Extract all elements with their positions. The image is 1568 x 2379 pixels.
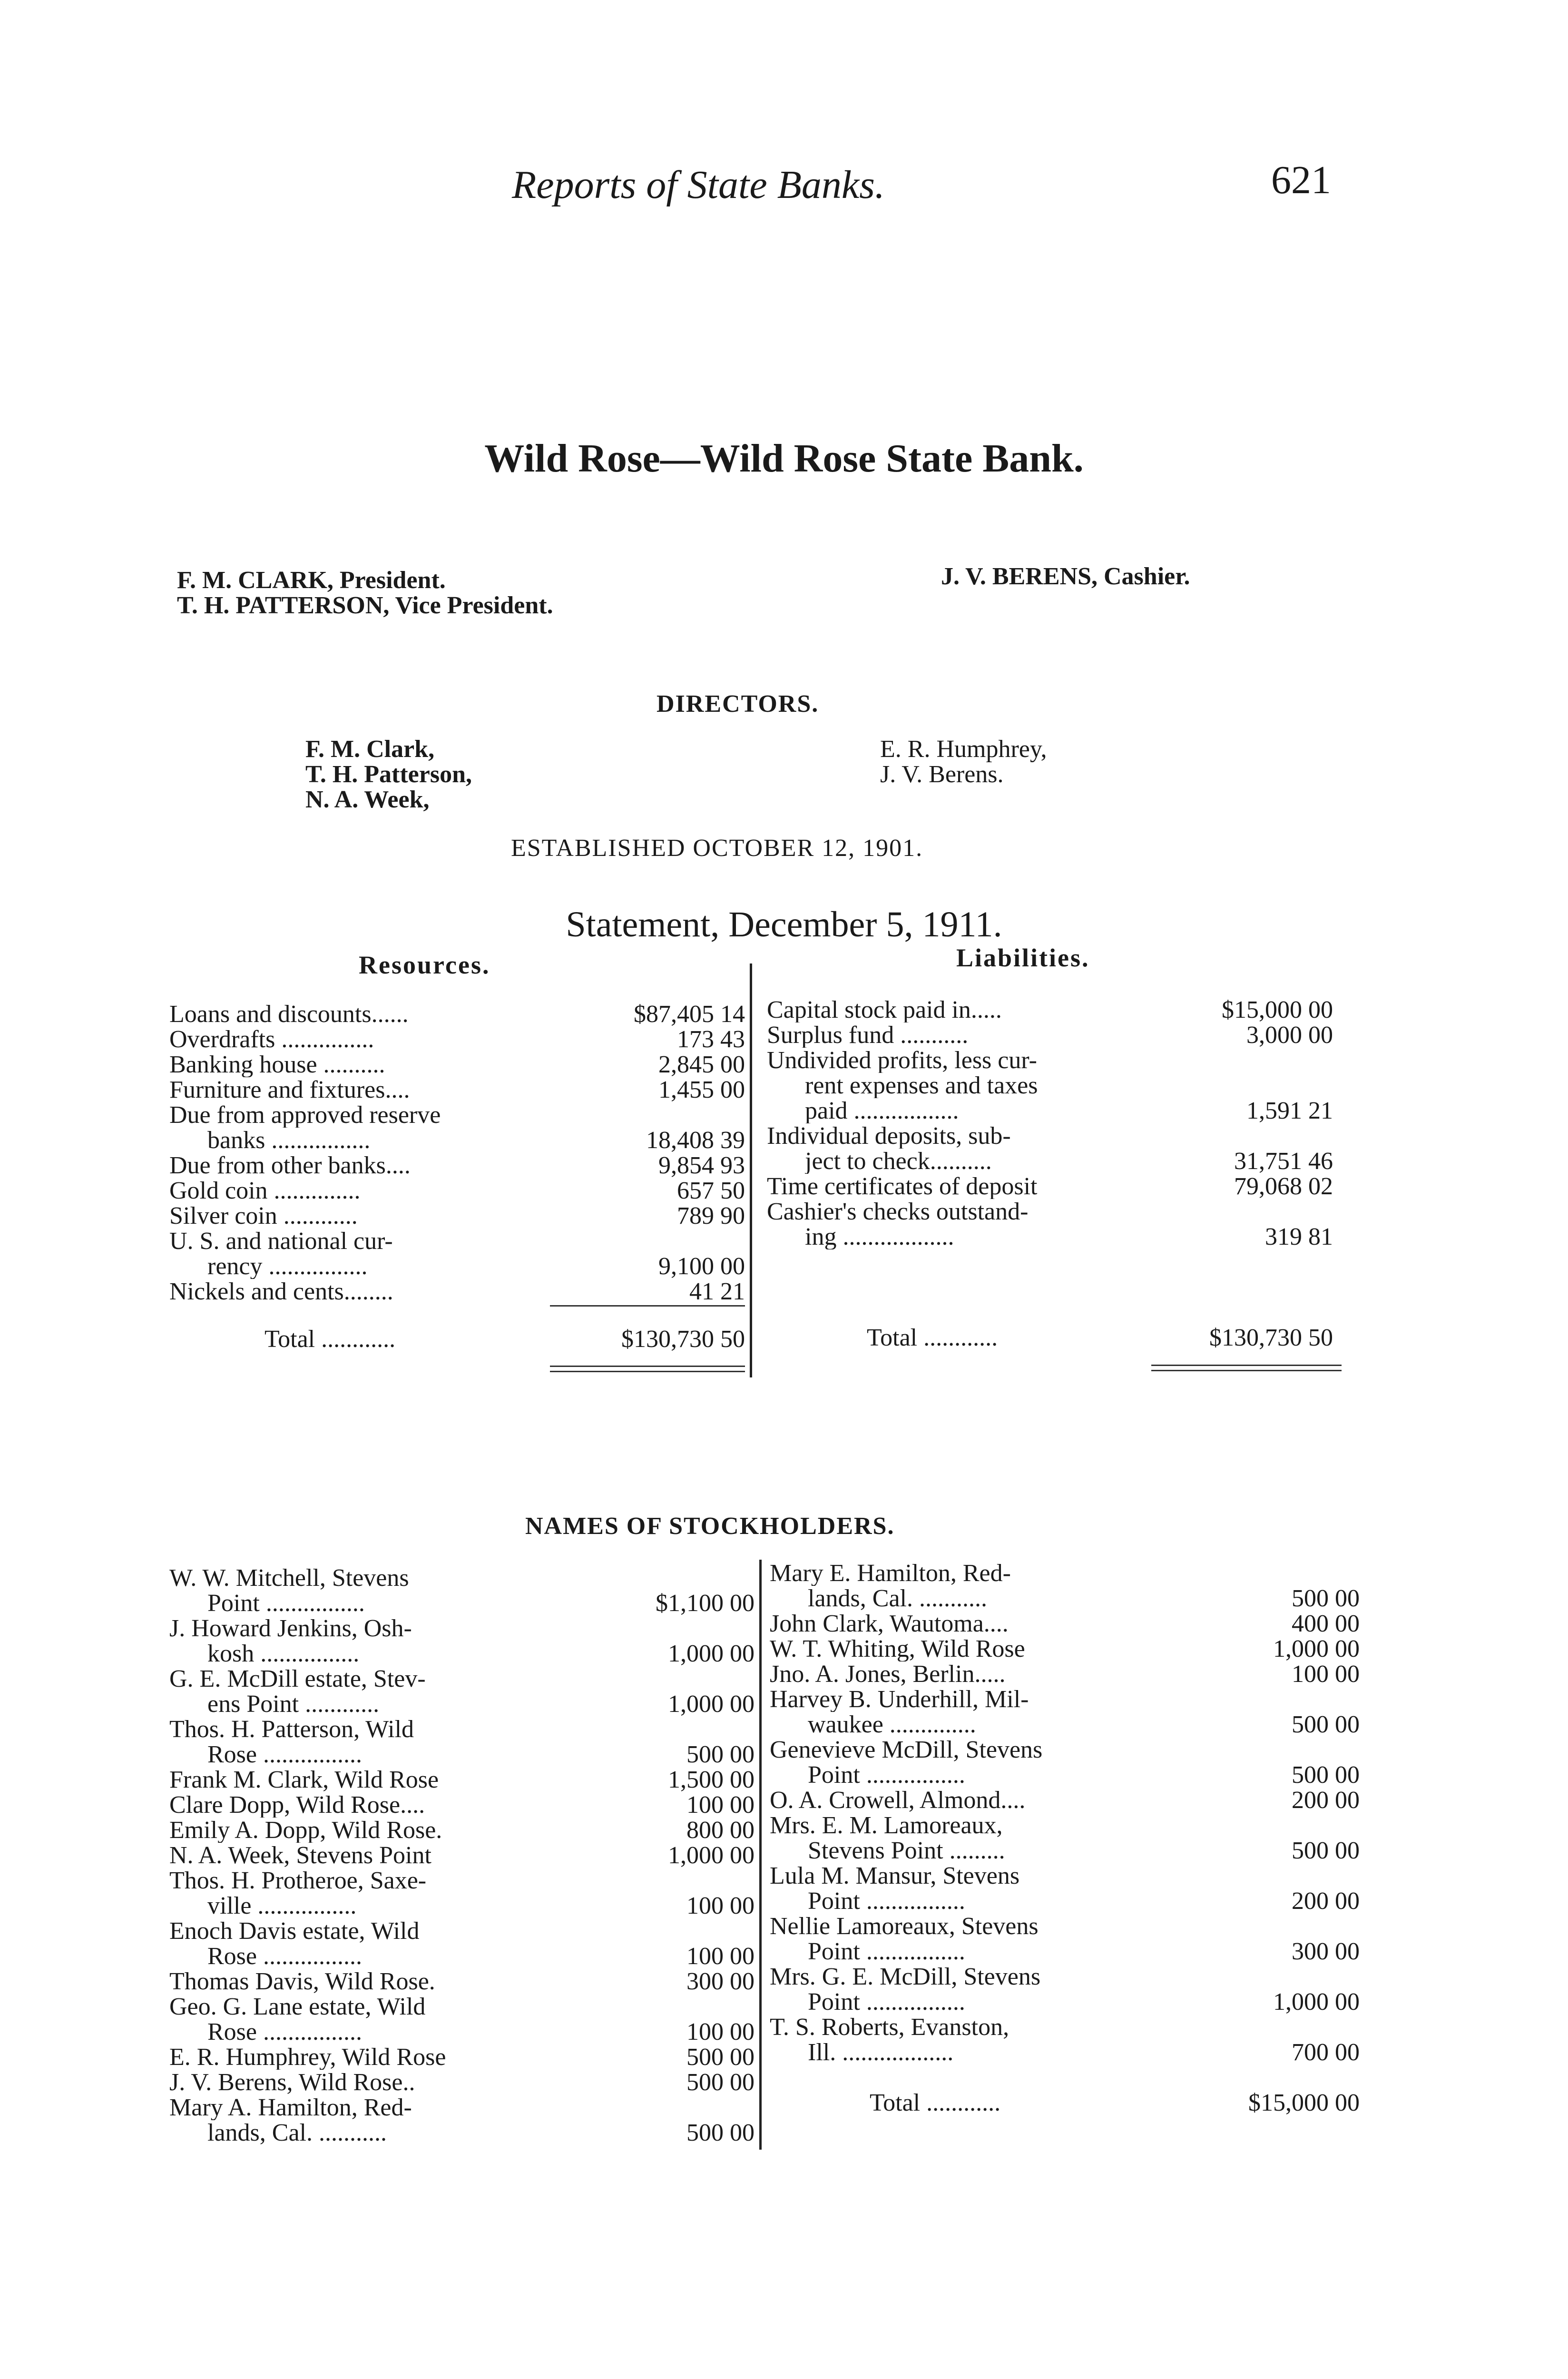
stockholder-row: Harvey B. Underhill, Mil- — [770, 1687, 1029, 1712]
stockholder-row: Mrs. E. M. Lamoreaux, — [770, 1813, 1003, 1838]
stockholder-row: T. S. Roberts, Evanston, — [770, 2015, 1009, 2040]
liability-row: Surplus fund ........... 3,000 00 — [767, 1022, 1333, 1049]
stockholder-row: waukee .............. 500 00 — [808, 1711, 1360, 1738]
director-right-2: J. V. Berens. — [880, 761, 1004, 788]
stockholder-row: Geo. G. Lane estate, Wild — [169, 1994, 426, 2019]
liability-row: Undivided profits, less cur- — [767, 1048, 1037, 1073]
stockholder-row: Point ................ 500 00 — [808, 1761, 1360, 1789]
stockholder-row: Thos. H. Protheroe, Saxe- — [169, 1868, 427, 1893]
liability-row: Individual deposits, sub- — [767, 1123, 1011, 1149]
resource-row: Loans and discounts...... $87,405 14 — [169, 1001, 745, 1028]
stockholders-total-label: Total ............ — [870, 2090, 1001, 2115]
stockholder-row: Enoch Davis estate, Wild — [169, 1918, 420, 1944]
vice-president-line: T. H. PATTERSON, Vice President. — [177, 592, 553, 619]
statement-title: Statement, December 5, 1911. — [566, 904, 1002, 944]
stockholder-row: Emily A. Dopp, Wild Rose. 800 00 — [169, 1817, 755, 1844]
stockholders-right-list — [770, 1561, 1360, 2065]
resource-row: Due from other banks.... 9,854 93 — [169, 1152, 745, 1179]
resources-total — [169, 1327, 755, 1352]
stockholder-row: Nellie Lamoreaux, Stevens — [770, 1914, 1039, 1939]
stockholder-row: kosh ................ 1,000 00 — [207, 1640, 755, 1667]
liability-row: ject to check.......... 31,751 46 — [805, 1148, 1333, 1175]
established-line: ESTABLISHED OCTOBER 12, 1901. — [511, 835, 923, 862]
resource-row: Overdrafts ............... 173 43 — [169, 1026, 745, 1053]
stockholder-row: lands, Cal. ........... 500 00 — [207, 2119, 755, 2146]
stockholders-total-amount: $15,000 00 — [1248, 2089, 1360, 2116]
resource-row: Silver coin ............ 789 90 — [169, 1202, 745, 1229]
director-left-3: N. A. Week, — [305, 786, 430, 813]
stockholder-row: Mary A. Hamilton, Red- — [169, 2095, 412, 2120]
stockholder-row: N. A. Week, Stevens Point 1,000 00 — [169, 1842, 755, 1869]
liabilities-total-amount: $130,730 50 — [1209, 1324, 1333, 1351]
liabilities-total-label: Total ............ — [867, 1325, 998, 1350]
liabilities-double-rule — [1151, 1365, 1342, 1371]
liability-row: ing .................. 319 81 — [805, 1223, 1333, 1250]
page-number: 621 — [1271, 158, 1331, 202]
stockholder-row: Point ................ 300 00 — [808, 1938, 1360, 1965]
resource-row: U. S. and national cur- — [169, 1229, 393, 1254]
resources-table — [169, 1002, 755, 1304]
stockholder-row: Mary E. Hamilton, Red- — [770, 1561, 1011, 1586]
stockholder-row: Point ................ $1,100 00 — [207, 1590, 755, 1617]
stockholder-row: ville ................ 100 00 — [207, 1892, 755, 1919]
resources-total-rule — [550, 1305, 745, 1307]
bank-title: Wild Rose—Wild Rose State Bank. — [484, 436, 1084, 481]
stockholder-row: W. T. Whiting, Wild Rose 1,000 00 — [770, 1635, 1360, 1662]
resource-row: Due from approved reserve — [169, 1102, 441, 1128]
stockholder-row: Clare Dopp, Wild Rose.... 100 00 — [169, 1791, 755, 1819]
stockholder-row: Ill. .................. 700 00 — [808, 2039, 1360, 2066]
running-title: Reports of State Banks. — [512, 163, 885, 207]
director-right-1: E. R. Humphrey, — [880, 736, 1047, 763]
liabilities-heading: Liabilities. — [956, 944, 1090, 972]
stockholder-row: Mrs. G. E. McDill, Stevens — [770, 1964, 1041, 1989]
stockholder-row: J. V. Berens, Wild Rose.. 500 00 — [169, 2069, 755, 2096]
resource-row: banks ................ 18,408 39 — [207, 1127, 745, 1154]
stockholder-row: J. Howard Jenkins, Osh- — [169, 1616, 412, 1641]
resources-total-label: Total ............ — [265, 1327, 396, 1352]
stockholder-row: O. A. Crowell, Almond.... 200 00 — [770, 1787, 1360, 1814]
resource-row: Banking house .......... 2,845 00 — [169, 1051, 745, 1078]
liability-row: Capital stock paid in..... $15,000 00 — [767, 996, 1333, 1023]
stockholder-row: John Clark, Wautoma.... 400 00 — [770, 1610, 1360, 1637]
stockholder-row: Rose ................ 500 00 — [207, 1741, 755, 1768]
stockholder-row: W. W. Mitchell, Stevens — [169, 1565, 409, 1591]
resource-row: Nickels and cents........ 41 21 — [169, 1278, 745, 1305]
stockholder-row: Point ................ 200 00 — [808, 1887, 1360, 1915]
resource-row: Gold coin .............. 657 50 — [169, 1177, 745, 1204]
liabilities-table — [767, 997, 1352, 1249]
stockholder-row: Stevens Point ......... 500 00 — [808, 1837, 1360, 1864]
stockholder-row: Thomas Davis, Wild Rose. 300 00 — [169, 1968, 755, 1995]
stockholder-row: ens Point ............ 1,000 00 — [207, 1691, 755, 1718]
stockholders-column-divider — [759, 1560, 762, 2150]
liability-row: rent expenses and taxes — [805, 1073, 1038, 1098]
president-line: F. M. CLARK, President. — [177, 567, 446, 594]
stockholder-row: Point ................ 1,000 00 — [808, 1988, 1360, 2015]
directors-heading: DIRECTORS. — [657, 690, 819, 718]
liabilities-total — [767, 1325, 1352, 1350]
stockholder-row: Thos. H. Patterson, Wild — [169, 1717, 414, 1742]
stockholder-row: Lula M. Mansur, Stevens — [770, 1863, 1020, 1888]
liability-row: paid ................. 1,591 21 — [805, 1097, 1333, 1124]
stockholder-row: Rose ................ 100 00 — [207, 2018, 755, 2045]
stockholder-row: E. R. Humphrey, Wild Rose 500 00 — [169, 2044, 755, 2071]
stockholder-row: Jno. A. Jones, Berlin..... 100 00 — [770, 1661, 1360, 1688]
liability-row: Cashier's checks outstand- — [767, 1199, 1029, 1224]
resources-heading: Resources. — [359, 951, 490, 979]
director-left-1: F. M. Clark, — [305, 736, 435, 763]
stockholders-left-list — [169, 1565, 755, 2145]
stockholder-row: Genevieve McDill, Stevens — [770, 1737, 1043, 1762]
stockholders-total — [770, 2090, 1360, 2115]
resource-row: rency ................ 9,100 00 — [207, 1253, 745, 1280]
stockholder-row: Rose ................ 100 00 — [207, 1943, 755, 1970]
resources-total-amount: $130,730 50 — [621, 1326, 745, 1353]
liability-row: Time certificates of deposit 79,068 02 — [767, 1173, 1333, 1200]
stockholders-heading: NAMES OF STOCKHOLDERS. — [525, 1513, 895, 1540]
stockholder-row: lands, Cal. ........... 500 00 — [808, 1585, 1360, 1612]
resource-row: Furniture and fixtures.... 1,455 00 — [169, 1076, 745, 1103]
stockholder-row: Frank M. Clark, Wild Rose 1,500 00 — [169, 1766, 755, 1793]
stockholder-row: G. E. McDill estate, Stev- — [169, 1666, 426, 1691]
resources-double-rule — [550, 1366, 745, 1372]
cashier-line: J. V. BERENS, Cashier. — [941, 563, 1190, 590]
director-left-2: T. H. Patterson, — [305, 761, 472, 788]
